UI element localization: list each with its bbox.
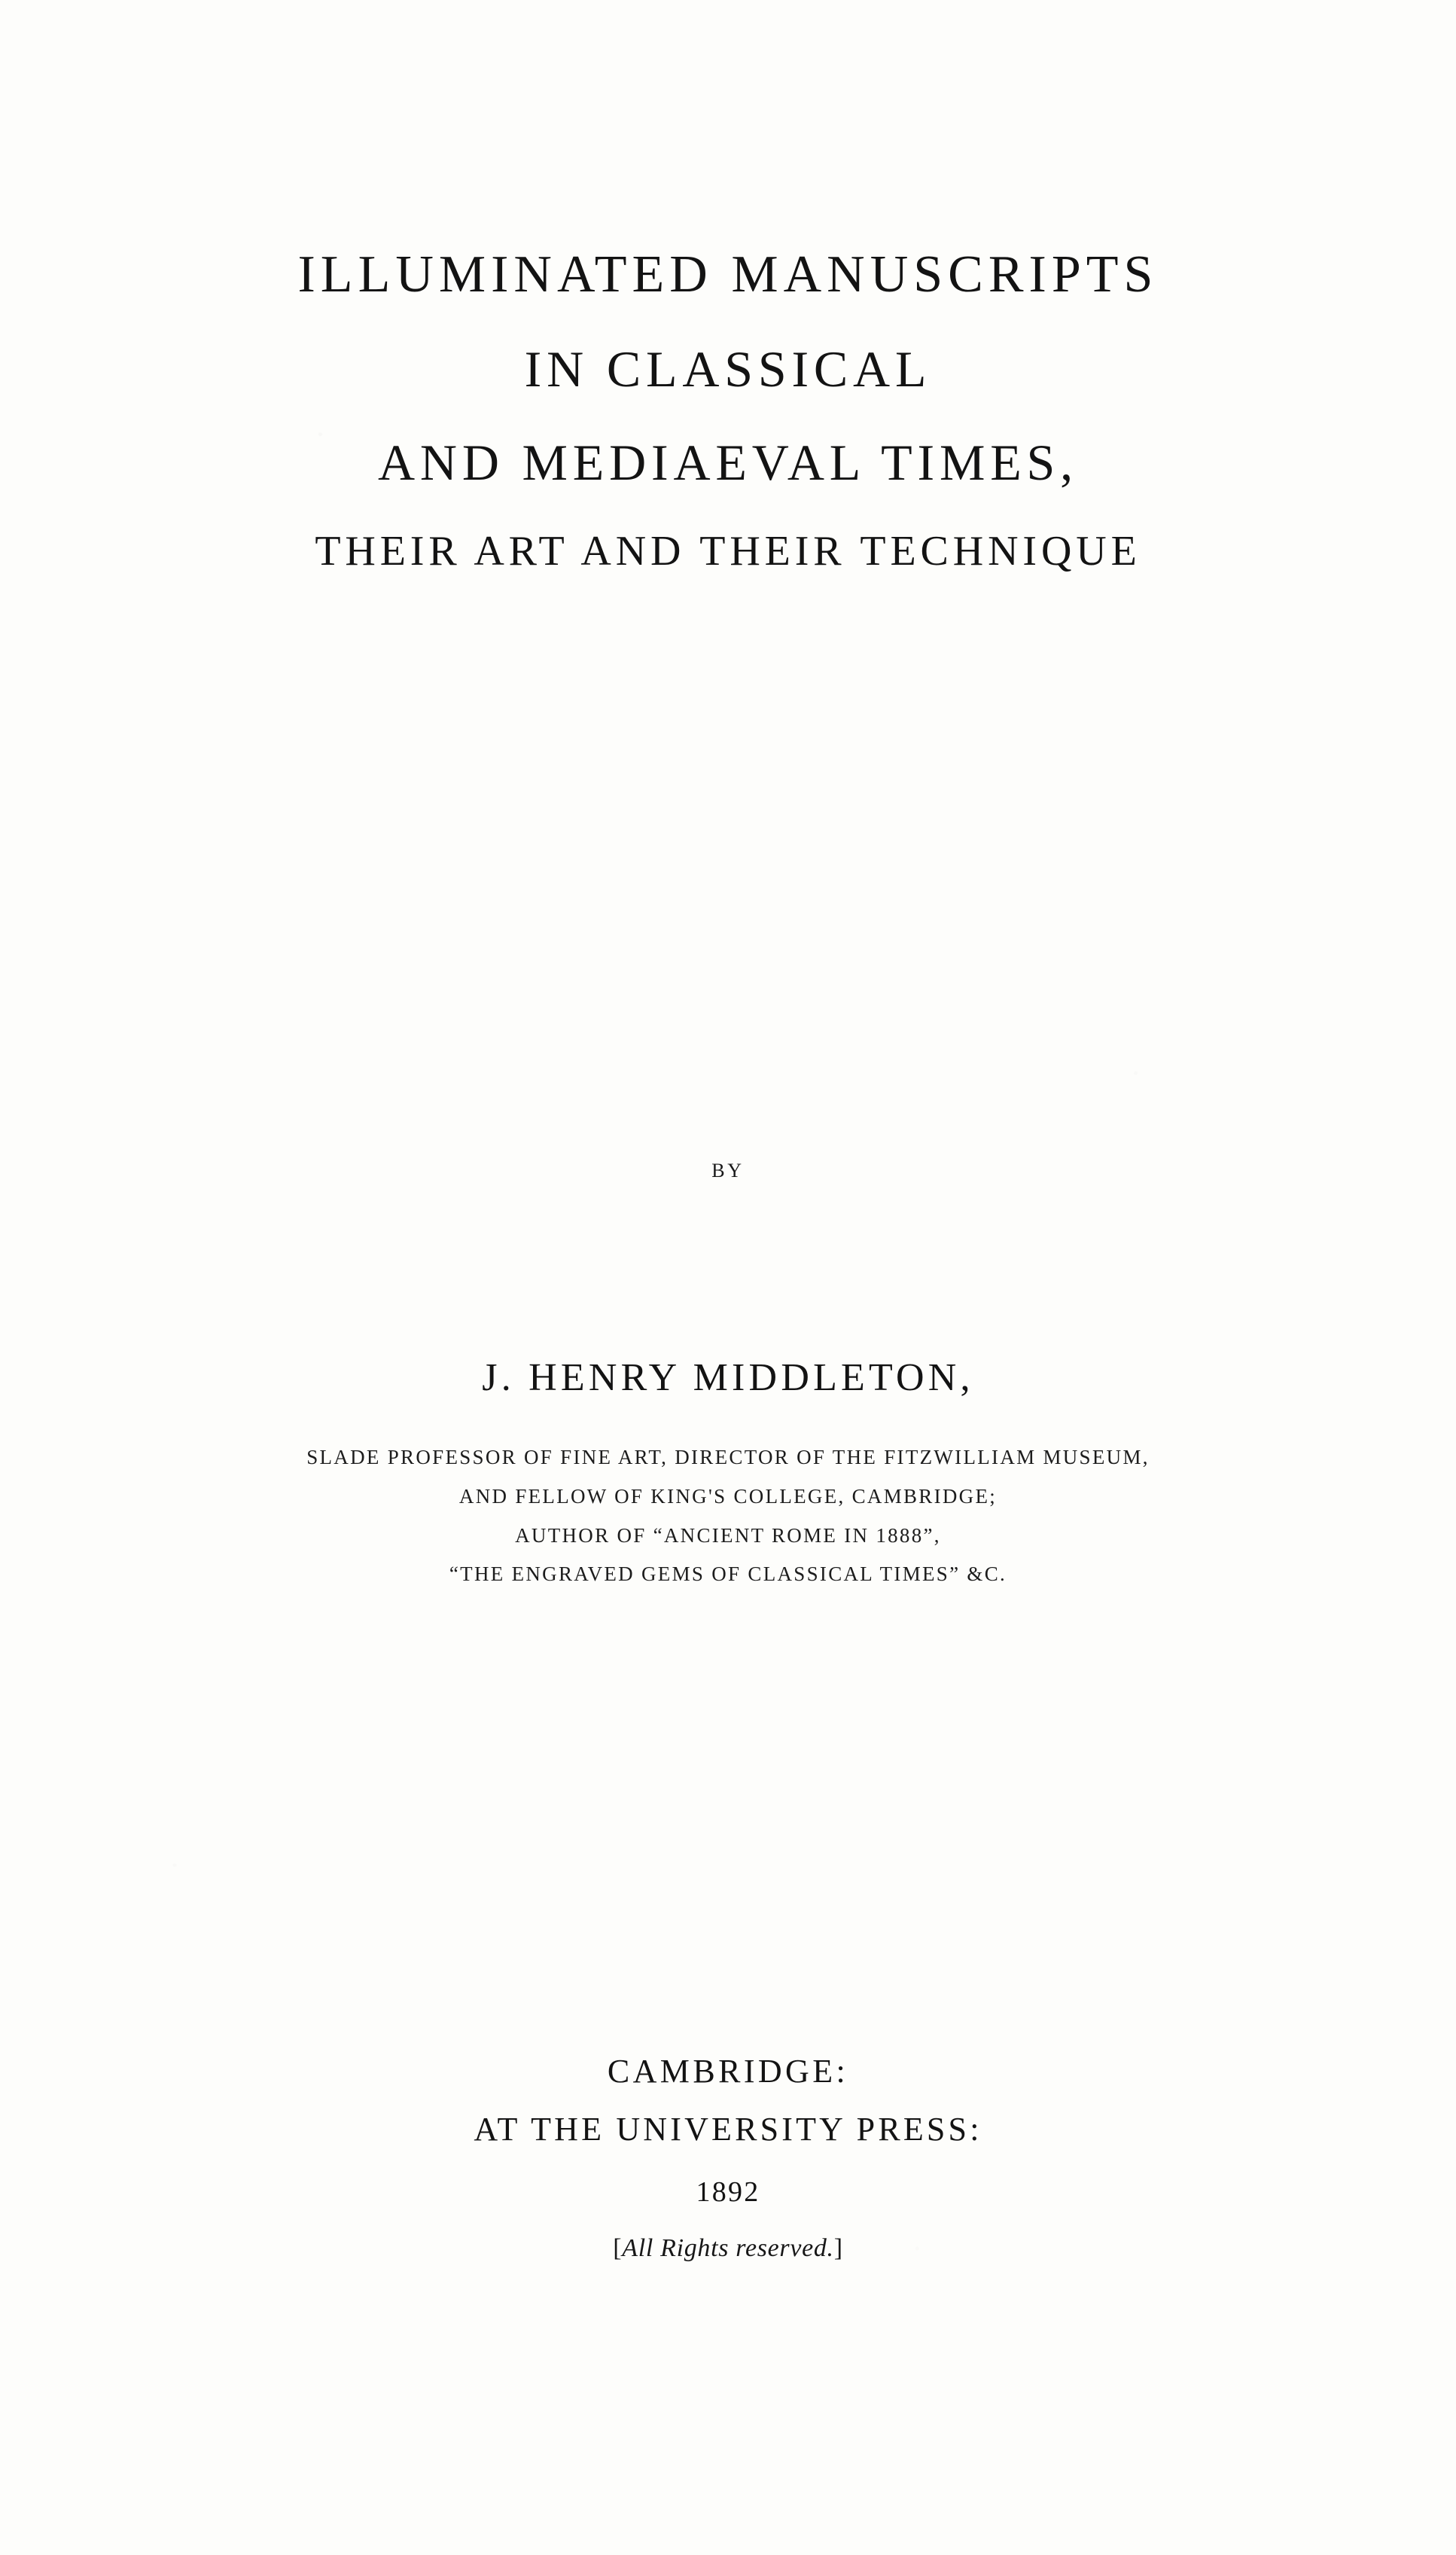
author-credentials xyxy=(0,1438,1456,1594)
by-label: BY xyxy=(711,1160,745,1181)
book-title xyxy=(0,245,1456,575)
rights-bracket-close: ] xyxy=(833,2234,843,2262)
rights-bracket-open: [ xyxy=(613,2234,623,2262)
imprint-city: CAMBRIDGE: xyxy=(607,2053,849,2090)
title-line-3: AND MEDIAEVAL TIMES, xyxy=(378,434,1078,491)
credential-line-3: AUTHOR OF “ANCIENT ROME IN 1888”, xyxy=(515,1523,941,1547)
rights-text: All Rights reserved. xyxy=(622,2234,834,2262)
credential-line-1: SLADE PROFESSOR OF FINE ART, DIRECTOR OF THE FITZWILLIAM MUSEUM, xyxy=(306,1446,1150,1468)
imprint-press: AT THE UNIVERSITY PRESS: xyxy=(474,2111,982,2148)
title-line-4: THEIR ART AND THEIR TECHNIQUE xyxy=(315,528,1141,575)
credential-line-4: “THE ENGRAVED GEMS OF CLASSICAL TIMES” &C. xyxy=(449,1563,1007,1586)
credential-line-2: AND FELLOW OF KING'S COLLEGE, CAMBRIDGE; xyxy=(458,1484,998,1508)
imprint-year: 1892 xyxy=(696,2176,760,2208)
author-name: J. HENRY MIDDLETON, xyxy=(482,1356,974,1399)
publisher-imprint xyxy=(0,2052,1456,2263)
title-line-2: IN CLASSICAL xyxy=(524,340,932,398)
rights-statement xyxy=(0,2234,1456,2263)
title-line-1: ILLUMINATED MANUSCRIPTS xyxy=(297,245,1159,303)
